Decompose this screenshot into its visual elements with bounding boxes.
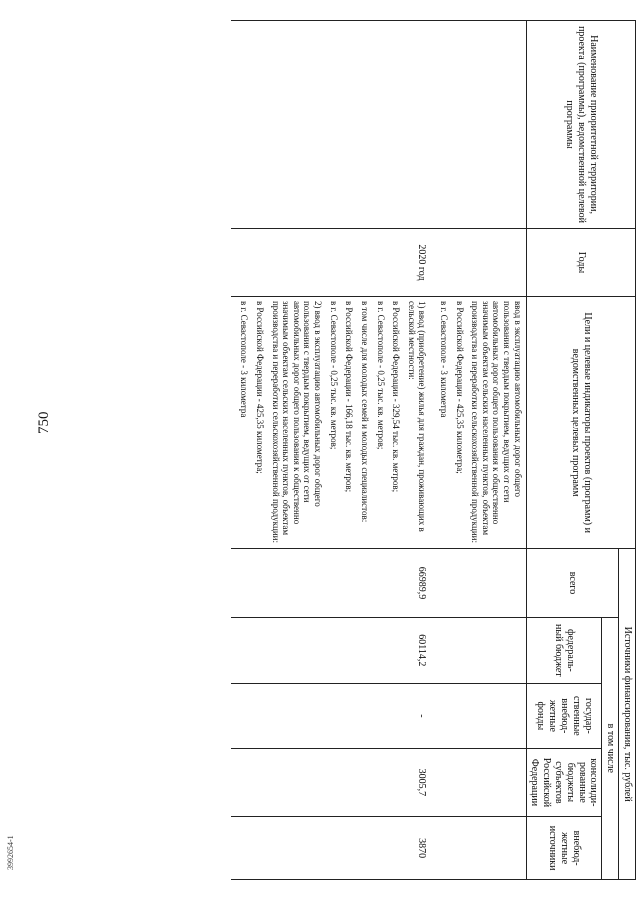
- table-row: [231, 21, 431, 880]
- goal-paragraph: ввод в эксплуатацию автомобильных дорог общего пользования с твердым покрытием, ведущих от сети автомобильных дорог общего пользования к общественно значимым объектам сельских населенных пунктов, объектам производства и переработки сельскохозяйственной продукции:: [470, 300, 523, 543]
- header-state-funds: государ- ственные внебюд- жетные фонды: [526, 684, 602, 748]
- total-value: 66989,9: [231, 549, 431, 617]
- goal-paragraph: 1) ввод (приобретение) жилья для граждан, проживающих в сельской местности:: [406, 300, 428, 532]
- goal-paragraph: в Российской Федерации - 166,18 тыс. кв. метров;: [344, 300, 355, 493]
- goal-paragraph: 2) ввод в эксплуатацию автомобильных дорог общего пользования с твердым покрытием, ведущих от сети автомобильных дорог общего пользования к общественно значимым объектам сельских населенных пунктов, объектам производства и переработки сельскохозяйственной продукции:: [270, 300, 324, 543]
- goal-paragraph: в г. Севастополе - 0,25 тыс. кв. метров;: [375, 300, 386, 450]
- header-sources: Источники финансирования, тыс. рублей: [619, 549, 636, 880]
- extra-value: 3870: [231, 817, 431, 880]
- page-number: 750: [36, 411, 52, 434]
- goal-paragraph: в том числе для молодых семей и молодых специалистов:: [359, 300, 370, 523]
- header-federal: федераль- ный бюджет: [526, 617, 602, 684]
- financing-table: [231, 20, 636, 880]
- header-goals: Цели и целевые индикаторы проектов (программ) и ведомственных целевых программ: [526, 296, 635, 548]
- goals-cell: [430, 296, 526, 548]
- document-code: 3992654-1: [6, 835, 15, 870]
- rotated-page: [24, 20, 636, 880]
- federal-value: 60114,2: [231, 617, 431, 684]
- state-funds-value: -: [231, 684, 431, 748]
- goal-paragraph: в Российской Федерации - 425,35 километра;: [454, 300, 465, 474]
- year-cell: 2020 год: [231, 229, 431, 297]
- goal-paragraph: в Российской Федерации - 329,54 тыс. кв. метров;: [391, 300, 402, 493]
- header-extra: внебюд- жетные источники: [526, 817, 602, 880]
- header-total: всего: [526, 549, 619, 617]
- header-regional: консолиди- рованные бюджеты субъектов Российской Федерации: [526, 748, 602, 817]
- goal-paragraph: в г. Севастополе - 3 километра: [438, 300, 449, 418]
- goal-paragraph: в г. Севастополе - 0,25 тыс. кв. метров;: [328, 300, 339, 450]
- regional-value: 3005,7: [231, 748, 431, 817]
- goals-cell: [231, 296, 431, 548]
- goal-paragraph: в г. Севастополе - 3 километра: [239, 300, 250, 418]
- header-including: в том числе: [602, 617, 619, 879]
- header-name: Наименование приоритетной территории, проекта (программы), ведомственной целевой программы: [526, 21, 635, 229]
- table-row: [430, 21, 526, 880]
- header-years: Годы: [526, 229, 635, 297]
- goal-paragraph: в Российской Федерации - 425,35 километра;: [255, 300, 266, 474]
